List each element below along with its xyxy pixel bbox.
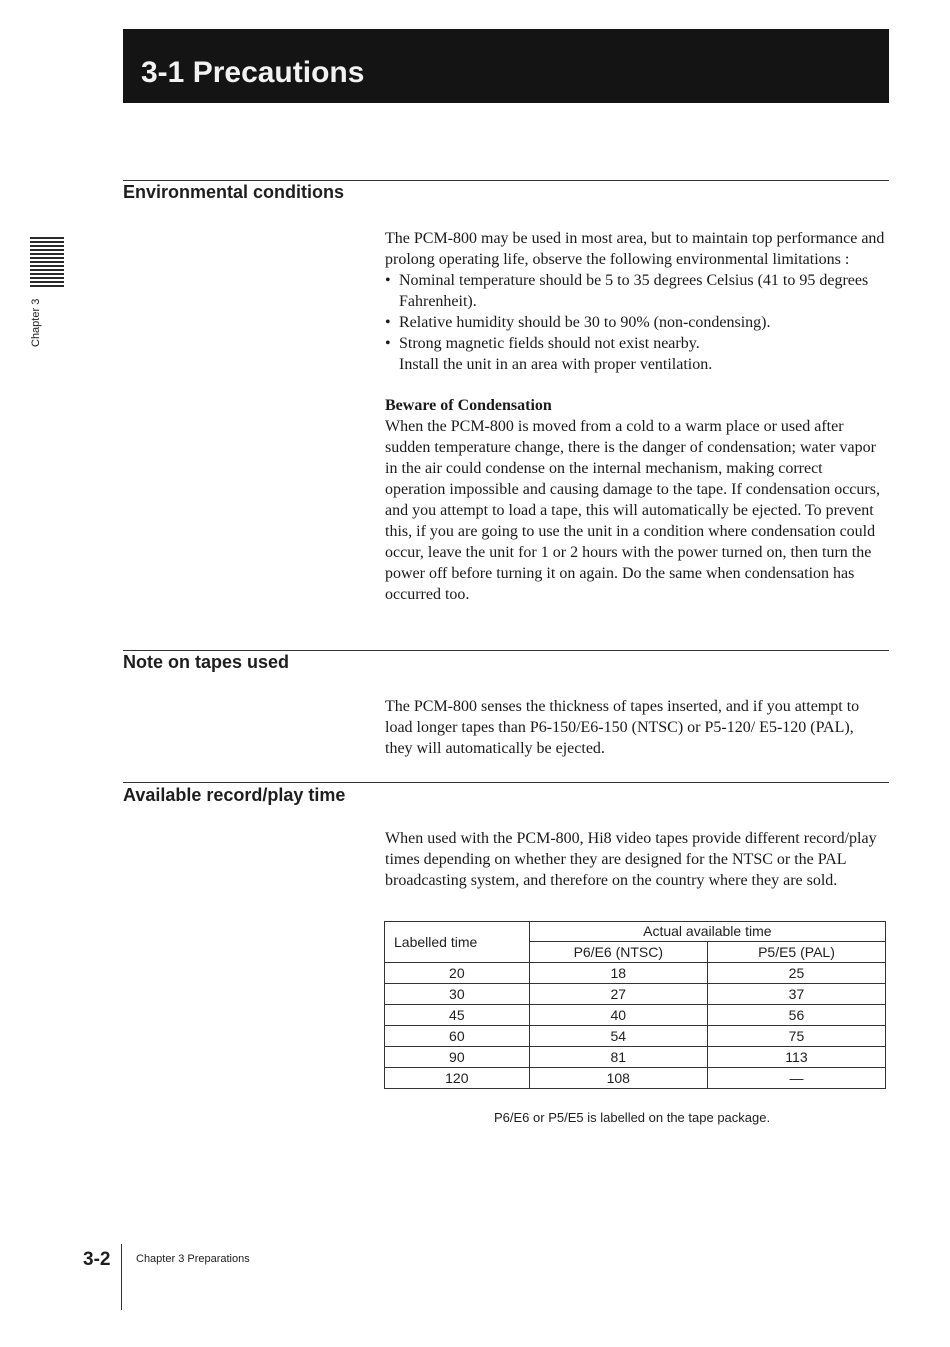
record-time-text: When used with the PCM-800, Hi8 video tapes provide different record/play times depending on whether they are designed for the NTSC or the PAL broadcasting system, and therefore on the country where they are sold. <box>385 830 877 889</box>
table-row <box>385 1026 886 1047</box>
section-title-tapes: Note on tapes used <box>123 652 290 672</box>
table-cell: 18 <box>529 963 707 984</box>
section-title-environmental: Environmental conditions <box>123 182 345 202</box>
list-item <box>385 333 885 354</box>
bullet-text: Relative humidity should be 30 to 90% (non-condensing). <box>399 314 771 331</box>
table-cell: 108 <box>529 1068 707 1089</box>
bullet-text: Nominal temperature should be 5 to 35 degrees Celsius (41 to 95 degrees Fahrenheit). <box>399 272 869 310</box>
table-cell: 27 <box>529 984 707 1005</box>
table-cell: 40 <box>529 1005 707 1026</box>
bullet-text: Strong magnetic fields should not exist nearby. <box>399 335 700 352</box>
table-row <box>385 1068 886 1089</box>
environmental-followup: Install the unit in an area with proper ventilation. <box>399 356 713 373</box>
table-cell: 56 <box>707 1005 885 1026</box>
table-cell: 120 <box>385 1068 530 1089</box>
table-cell: 20 <box>385 963 530 984</box>
table-header-pal: P5/E5 (PAL) <box>707 942 885 963</box>
list-item <box>385 270 885 312</box>
bullet-icon: • <box>385 335 391 352</box>
environmental-body <box>385 228 885 605</box>
table-cell: 25 <box>707 963 885 984</box>
section-rule <box>123 782 889 783</box>
tapes-body <box>385 696 885 759</box>
table-header-labelled: Labelled time <box>385 922 530 963</box>
record-time-table <box>384 921 886 1089</box>
footer-chapter: Chapter 3 Preparations <box>136 1253 250 1265</box>
bullet-icon: • <box>385 272 391 289</box>
record-time-body <box>385 828 885 891</box>
tapes-text: The PCM-800 senses the thickness of tapes inserted, and if you attempt to load longer tapes than P6-150/E6-150 (NTSC) or P5-120/ E5-120 (PAL), they will automatically be ejected. <box>385 698 860 757</box>
chapter-banner <box>123 29 889 103</box>
page-number: 3-2 <box>83 1249 111 1270</box>
table-row <box>385 1047 886 1068</box>
condensation-heading: Beware of Condensation <box>385 397 552 414</box>
table-cell: — <box>707 1068 885 1089</box>
side-tab-stripes <box>30 237 64 287</box>
table-header-actual: Actual available time <box>529 922 885 942</box>
table-footnote: P6/E6 or P5/E5 is labelled on the tape package. <box>494 1110 771 1125</box>
environmental-bullets <box>385 270 885 354</box>
table-cell: 45 <box>385 1005 530 1026</box>
section-title-record-time: Available record/play time <box>123 785 346 805</box>
table-cell: 90 <box>385 1047 530 1068</box>
table-cell: 54 <box>529 1026 707 1047</box>
condensation-text: When the PCM-800 is moved from a cold to a warm place or used after sudden temperature change, there is the danger of condensation; water vapor in the air could condense on the internal mechanism, making correct operation impossible and causing damage to the tape. If condensation occurs, and you attempt to load a tape, this will automatically be ejected. To prevent this, if you are going to use the unit in a condition where condensation could occur, leave the unit for 1 or 2 hours with the power turned on, then turn the power off before turning it on again. Do the same when condensation has occurred too. <box>385 418 880 603</box>
footer-divider <box>121 1244 122 1310</box>
table-row <box>385 963 886 984</box>
bullet-icon: • <box>385 314 391 331</box>
table-row <box>385 984 886 1005</box>
list-item <box>385 312 885 333</box>
environmental-intro: The PCM-800 may be used in most area, but to maintain top performance and prolong operating life, observe the following environmental limitations : <box>385 230 885 268</box>
table-cell: 60 <box>385 1026 530 1047</box>
table-header-ntsc: P6/E6 (NTSC) <box>529 942 707 963</box>
side-tab-label: Chapter 3 <box>30 298 42 347</box>
table-row <box>385 1005 886 1026</box>
table-cell: 81 <box>529 1047 707 1068</box>
table-cell: 30 <box>385 984 530 1005</box>
table-cell: 37 <box>707 984 885 1005</box>
table-cell: 75 <box>707 1026 885 1047</box>
page-title: 3-1 Precautions <box>141 56 365 89</box>
table-cell: 113 <box>707 1047 885 1068</box>
